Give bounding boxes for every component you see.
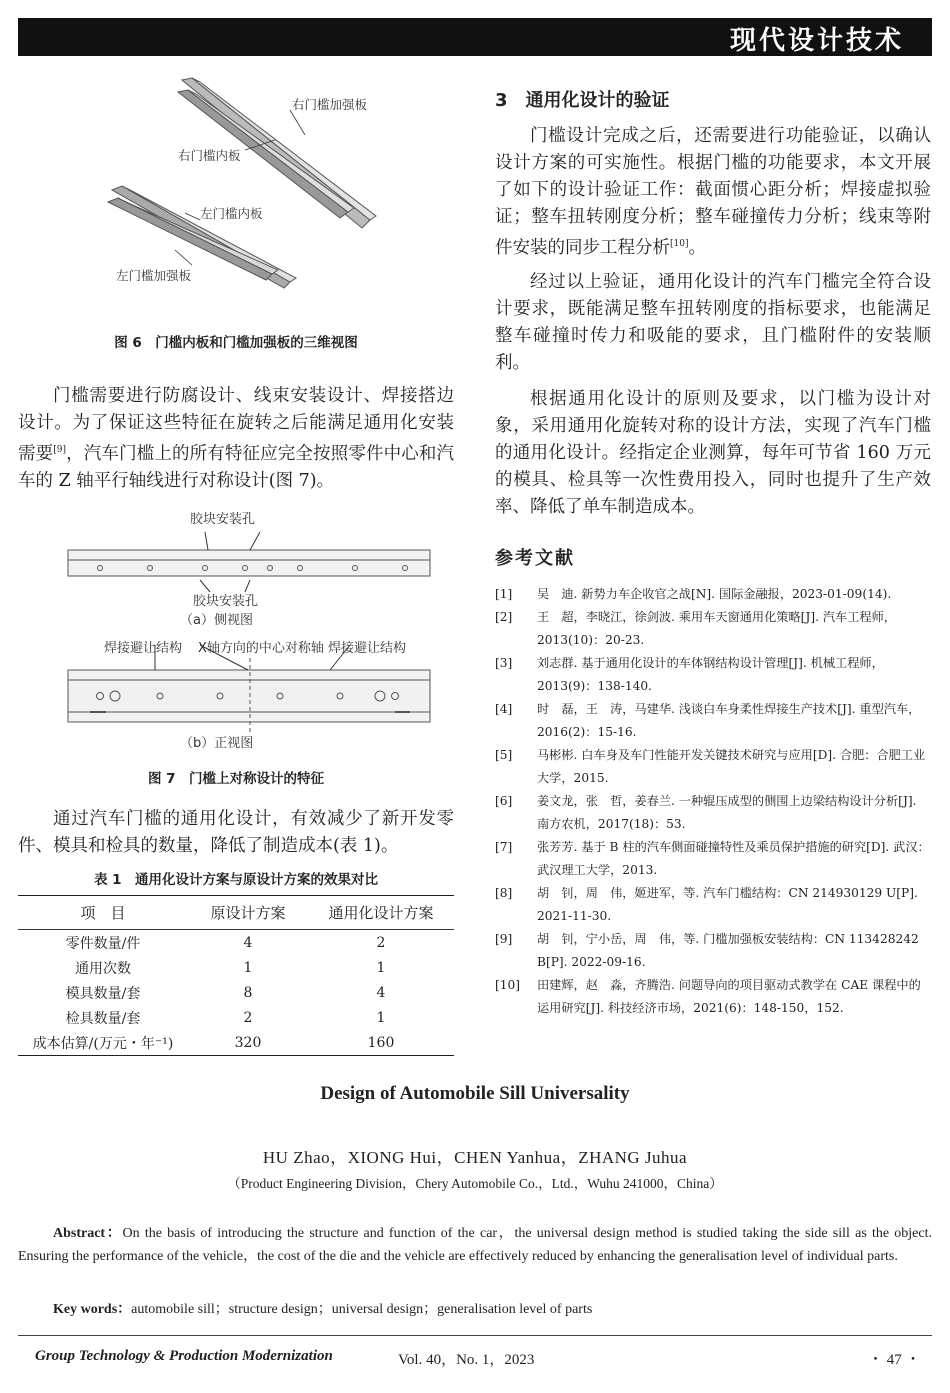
reference-number: [2]	[495, 610, 513, 624]
reference-item	[495, 974, 931, 1020]
table-cell: 1	[243, 959, 253, 976]
table-cell: 4	[243, 934, 253, 951]
reference-number: [8]	[495, 886, 513, 900]
reference-number: [5]	[495, 748, 513, 762]
left-paragraph-1	[18, 383, 454, 495]
english-authors: HU Zhao，XIONG Hui，CHEN Yanhua，ZHANG Juhua	[262, 1148, 688, 1167]
reference-item	[495, 744, 931, 790]
fig7-label-weld-right: 焊接避让结构	[328, 641, 407, 656]
comparison-table	[18, 895, 454, 1056]
journal-section-title: 现代设计技术	[729, 26, 904, 56]
reference-item	[495, 583, 931, 606]
reference-text: 田建辉，赵 淼，齐腾浩. 问题导向的项目驱动式教学在 CAE 课程中的运用研究[J]. 科技经济市场，2021(6)：148-150，152.	[537, 978, 921, 1015]
fig7-subcaption-b: （b）正视图	[180, 736, 254, 751]
table-cell: 通用次数	[75, 960, 131, 977]
table-header-universal: 通用化设计方案	[308, 896, 454, 930]
fig7-subcaption-a: （a）侧视图	[180, 613, 253, 628]
english-abstract	[18, 1222, 932, 1268]
section3-para1-end: 。	[688, 237, 706, 258]
figure-7-caption: 图 7 门槛上对称设计的特征	[147, 771, 325, 787]
section-3-paragraph-1	[495, 123, 931, 262]
table-row	[18, 1030, 454, 1056]
left-paragraph-2: 通过汽车门槛的通用化设计，有效减少了新开发零件、模具和检具的数量，降低了制造成本(表 1)。	[18, 809, 454, 856]
table-cell: 检具数量/套	[65, 1010, 141, 1027]
footer-page-number: ・ 47 ・	[868, 1352, 921, 1368]
reference-item	[495, 836, 931, 882]
section-3-paragraph-2: 经过以上验证，通用化设计的汽车门槛完全符合设计要求，既能满足整车扭转刚度的指标要求，也能满足整车碰撞时传力和吸能的要求，且门槛附件的安装顺利。	[495, 272, 931, 373]
footer-rule	[18, 1335, 932, 1336]
abstract-label: Abstract：	[53, 1226, 123, 1241]
reference-number: [3]	[495, 656, 513, 670]
english-keywords	[53, 1298, 932, 1318]
section3-para1-text: 门槛设计完成之后，还需要进行功能验证，以确认设计方案的可实施性。根据门槛的功能要求，本文开展了如下的设计验证工作：截面惯心距分析；焊接虚拟验证；整车扭转刚度分析；整车碰撞传力分析；线束等附件安装的同步工程分析	[495, 126, 931, 258]
table-1-caption: 表 1 通用化设计方案与原设计方案的效果对比	[93, 872, 379, 888]
figure-6-caption: 图 6 门槛内板和门槛加强板的三维视图	[114, 335, 358, 351]
left-para1-text: 门槛需要进行防腐设计、线束安装设计、焊接搭边设计。为了保证这些特征在旋转之后能满足通用化安装需要	[18, 386, 454, 464]
table-cell: 成本估算/(万元・年⁻¹)	[32, 1035, 174, 1052]
reference-item	[495, 606, 931, 652]
references-heading: 参考文献	[495, 548, 575, 569]
table-header-item: 项 目	[18, 896, 188, 930]
reference-item	[495, 652, 931, 698]
reference-number: [4]	[495, 702, 513, 716]
fig7-label-bottom: 胶块安装孔	[193, 594, 259, 609]
reference-text: 王 超，李晓江，徐剑波. 乘用车天窗通用化策略[J]. 汽车工程师，2013(10)：20-23.	[537, 610, 896, 647]
reference-item	[495, 928, 931, 974]
english-affiliation: （Product Engineering Division，Chery Automobile Co.，Ltd.，Wuhu 241000，China）	[227, 1176, 723, 1191]
section-3-heading: 3 通用化设计的验证	[495, 90, 670, 111]
reference-list	[495, 583, 931, 1020]
reference-text: 张芳芳. 基于 B 柱的汽车侧面碰撞特性及乘员保护措施的研究[D]. 武汉：武汉理工大学，2013.	[537, 840, 930, 877]
header-bar	[18, 18, 932, 56]
reference-text: 刘志群. 基于通用化设计的车体钢结构设计管理[J]. 机械工程师，2013(9)：138-140.	[537, 656, 884, 693]
reference-text: 胡 钊，周 伟，姬进军，等. 汽车门槛结构：CN 214930129 U[P]. 2021-11-30.	[537, 886, 918, 923]
reference-item	[495, 698, 931, 744]
english-title: Design of Automobile Sill Universality	[320, 1083, 630, 1104]
fig7-label-top: 胶块安装孔	[190, 512, 256, 527]
left-para1-text-b: ，汽车门槛上的所有特征应完全按照零件中心和汽车的 Z 轴平行轴线进行对称设计(图 7)。	[18, 443, 455, 491]
table-cell: 零件数量/件	[65, 935, 141, 952]
fig6-label-right-inner: 右门槛内板	[178, 148, 241, 163]
keywords-label: Key words：	[53, 1302, 132, 1317]
reference-number: [1]	[495, 587, 513, 601]
table-row	[18, 1005, 454, 1030]
table-cell: 4	[376, 984, 386, 1001]
reference-number: [7]	[495, 840, 513, 854]
reference-number: [10]	[495, 978, 521, 992]
fig6-label-left-inner: 左门槛内板	[200, 206, 263, 221]
reference-text: 胡 钊，宁小岳，周 伟，等. 门槛加强板安装结构：CN 113428242 B[P]. 2022-09-16.	[537, 932, 919, 969]
fig6-label-left-reinforce: 左门槛加强板	[116, 268, 192, 283]
reference-text: 姜文龙，张 哲，姜春兰. 一种辊压成型的侧围上边梁结构设计分析[J]. 南方农机，2017(18)：53.	[537, 794, 917, 831]
fig6-label-right-reinforce: 右门槛加强板	[292, 97, 368, 112]
abstract-text: On the basis of introducing the structure and function of the car，the universal design method is studied taking the side sill as the object. Ensuring the performance of the vehicle，the cost of the die and the vehicle are effectively reduced by enhancing the generalisation level of individual parts.	[18, 1226, 932, 1264]
citation-10: [10]	[670, 239, 689, 249]
table-row	[18, 955, 454, 980]
table-cell: 2	[243, 1009, 253, 1026]
reference-text: 马彬彬. 白车身及车门性能开发关键技术研究与应用[D]. 合肥：合肥工业大学，2015.	[537, 748, 926, 785]
table-cell: 1	[376, 1009, 386, 1026]
table-row	[18, 980, 454, 1005]
reference-text: 吴 迪. 新势力车企收官之战[N]. 国际金融报，2023-01-09(14).	[537, 587, 892, 601]
reference-number: [9]	[495, 932, 513, 946]
citation-9: [9]	[53, 445, 67, 455]
fig7-label-axis: X轴方向的中心对称轴	[198, 641, 324, 656]
table-header-original: 原设计方案	[188, 896, 308, 930]
table-row	[18, 930, 454, 956]
reference-text: 时 磊，王 涛，马建华. 浅谈白车身柔性焊接生产技术[J]. 重型汽车，2016(2)：15-16.	[537, 702, 921, 739]
table-cell: 模具数量/套	[65, 985, 141, 1002]
reference-item	[495, 790, 931, 836]
table-cell: 320	[234, 1034, 262, 1051]
footer-journal: Group Technology & Production Modernization	[35, 1348, 333, 1364]
reference-item	[495, 882, 931, 928]
table-cell: 1	[376, 959, 386, 976]
keywords-text: automobile sill；structure design；universal design；generalisation level of parts	[131, 1302, 593, 1317]
footer-volume: Vol. 40，No. 1，2023	[398, 1352, 535, 1368]
section-3-paragraph-3: 根据通用化设计的原则及要求，以门槛为设计对象，采用通用化旋转对称的设计方法，实现了汽车门槛的通用化设计。经指定企业测算，每年可节省 160 万元的模具、检具等一次性费用投入，同时也提升了生产效率、降低了单车制造成本。	[495, 389, 931, 517]
reference-number: [6]	[495, 794, 513, 808]
table-cell: 8	[243, 984, 253, 1001]
table-cell: 2	[376, 934, 386, 951]
table-cell: 160	[367, 1034, 395, 1051]
fig7-label-weld-left: 焊接避让结构	[104, 641, 183, 656]
